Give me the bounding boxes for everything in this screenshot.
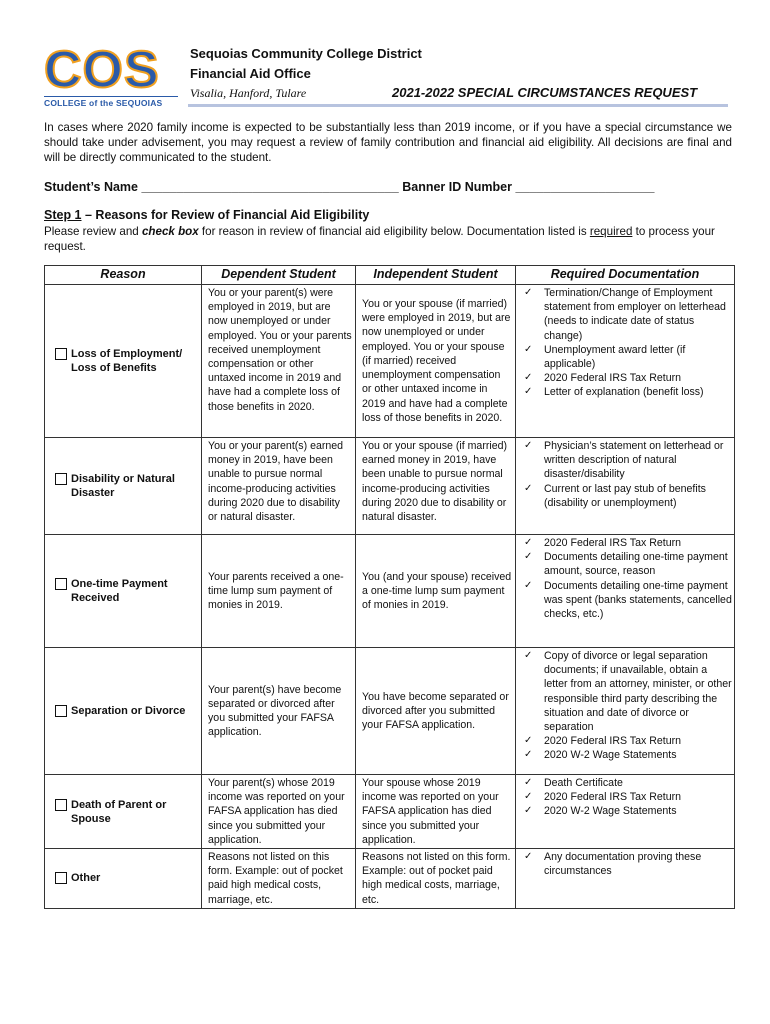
- table-row: [45, 438, 735, 535]
- dependent-cell: Your parent(s) whose 2019 income was reported on your FAFSA application has died since you submitted your application.: [202, 775, 356, 849]
- dependent-cell: You or your parent(s) earned money in 2019, have been unable to pursue normal income-producing activities during 2020 due to disability or natural disaster.: [202, 438, 356, 535]
- student-name-label: Student’s Name: [44, 180, 139, 194]
- doc-item: ✓ 2020 Federal IRS Tax Return: [520, 734, 732, 748]
- checkbox-loss-of-employment[interactable]: [55, 348, 67, 360]
- independent-cell: You or your spouse (if married) were employed in 2019, but are now unemployed or under employed. You or your spouse (if married) received unemployment compensation or other untaxed income in 2019 and have had a complete loss of those benefits in 2020.: [356, 285, 516, 438]
- header-reason: Reason: [45, 266, 202, 285]
- independent-cell: You or your spouse (if married) earned money in 2019, have been unable to pursue normal income-producing activities during 2020 due to disability or natural disaster.: [356, 438, 516, 535]
- checkbox-other[interactable]: [55, 872, 67, 884]
- reason-label: Separation or Divorce: [71, 705, 186, 717]
- table-row: [45, 535, 735, 648]
- reason-label: Other: [71, 872, 101, 885]
- header-rule: [188, 104, 728, 107]
- reason-label: Disability or Natural Disaster: [71, 473, 175, 499]
- reason-cell: [45, 535, 202, 648]
- doc-item: ✓ Unemployment award letter (if applicable): [520, 343, 732, 371]
- instruction-required: required: [589, 225, 633, 238]
- form-title: 2021-2022 SPECIAL CIRCUMSTANCES REQUEST: [392, 85, 698, 100]
- checkbox-death[interactable]: [55, 799, 67, 811]
- doc-item: ✓ Termination/Change of Employment statement from employer on letterhead (needs to indicate date of status change): [520, 286, 732, 343]
- independent-cell: You have become separated or divorced after you submitted your FAFSA application.: [356, 648, 516, 775]
- reason-cell: [45, 285, 202, 438]
- step-title-text: – Reasons for Review of Financial Aid Eligibility: [81, 208, 370, 222]
- header-documentation: Required Documentation: [516, 266, 735, 285]
- cos-logo: [44, 41, 178, 108]
- reason-cell: [45, 438, 202, 535]
- reason-label: Death of Parent or Spouse: [71, 798, 167, 825]
- reason-label: One-time Payment Received: [71, 578, 168, 604]
- header-dependent: Dependent Student: [202, 266, 356, 285]
- docs-cell: [516, 285, 735, 438]
- table-row: [45, 285, 735, 438]
- instruction-post: to process your request.: [44, 225, 715, 253]
- doc-item: ✓ 2020 W-2 Wage Statements: [520, 804, 732, 818]
- district-name: Sequoias Community College District: [190, 46, 422, 61]
- checkbox-disability[interactable]: [55, 473, 67, 485]
- doc-item: ✓ 2020 Federal IRS Tax Return: [520, 790, 732, 804]
- reason-cell: [45, 648, 202, 775]
- doc-item: ✓ Documents detailing one-time payment was spent (banks statements, cancelled checks, etc.): [520, 579, 732, 622]
- logo-letters: COS: [44, 41, 160, 99]
- campus-list: Visalia, Hanford, Tulare: [190, 86, 307, 100]
- instruction-emphasis: check box: [141, 225, 199, 238]
- doc-item: ✓ Documents detailing one-time payment amount, source, reason: [520, 550, 732, 578]
- office-name: Financial Aid Office: [190, 66, 311, 81]
- doc-item: ✓ 2020 Federal IRS Tax Return: [520, 371, 732, 385]
- instruction-pre: Please review and: [44, 225, 142, 238]
- reason-label: Loss of Employment/ Loss of Benefits: [71, 348, 183, 374]
- independent-cell: Reasons not listed on this form. Example: out of pocket paid high medical costs, marriage, etc.: [356, 849, 516, 909]
- table-row: [45, 849, 735, 909]
- instruction-mid: for reason in review of financial aid eligibility below. Documentation listed is: [198, 225, 590, 238]
- banner-id-label: Banner ID Number: [402, 180, 512, 194]
- doc-item: ✓ 2020 W-2 Wage Statements: [520, 748, 732, 762]
- doc-item: ✓ Copy of divorce or legal separation documents; if unavailable, obtain a letter from an attorney, minister, or other responsible third party describing the situation and date of divorce or separation: [520, 649, 732, 734]
- table-row: [45, 775, 735, 849]
- docs-cell: [516, 535, 735, 648]
- student-info-line: [44, 180, 734, 194]
- intro-paragraph: In cases where 2020 family income is expected to be substantially less than 2019 income, or if you have a special circumstance we should take under advisement, you may request a review of family contribution and financial aid eligibility. All decisions are final and will be directly communicated to the student.: [44, 121, 732, 164]
- doc-item: ✓ Death Certificate: [520, 776, 732, 790]
- banner-id-field[interactable]: ____________________: [515, 180, 655, 194]
- docs-cell: [516, 849, 735, 909]
- table-header-row: [45, 266, 735, 285]
- doc-item: ✓ Letter of explanation (benefit loss): [520, 385, 732, 399]
- dependent-cell: Your parents received a one-time lump sum payment of monies in 2019.: [202, 535, 356, 648]
- independent-cell: Your spouse whose 2019 income was reported on your FAFSA application has died since you submitted your application.: [356, 775, 516, 849]
- step-instructions: [44, 224, 734, 254]
- reason-cell: [45, 775, 202, 849]
- checkbox-separation[interactable]: [55, 705, 67, 717]
- step-label: Step 1: [44, 208, 82, 222]
- doc-item: ✓ 2020 Federal IRS Tax Return: [520, 536, 732, 550]
- docs-cell: [516, 438, 735, 535]
- independent-cell: You (and your spouse) received a one-time lump sum payment of monies in 2019.: [356, 535, 516, 648]
- doc-item: ✓ Physician’s statement on letterhead or written description of natural disaster/disability: [520, 439, 732, 482]
- circumstances-table: [44, 265, 735, 909]
- docs-cell: [516, 775, 735, 849]
- header-independent: Independent Student: [356, 266, 516, 285]
- reason-cell: [45, 849, 202, 909]
- dependent-cell: Your parent(s) have become separated or divorced after you submitted your FAFSA application.: [202, 648, 356, 775]
- docs-cell: [516, 648, 735, 775]
- table-row: [45, 648, 735, 775]
- document-header: [0, 0, 770, 112]
- student-name-field[interactable]: _____________________________________: [141, 180, 399, 194]
- checkbox-one-time-payment[interactable]: [55, 578, 67, 590]
- dependent-cell: Reasons not listed on this form. Example: out of pocket paid high medical costs, marriage, etc.: [202, 849, 356, 909]
- logo-subtext: COLLEGE of the SEQUOIAS: [44, 96, 178, 110]
- doc-item: ✓ Current or last pay stub of benefits (disability or unemployment): [520, 482, 732, 510]
- doc-item: ✓ Any documentation proving these circumstances: [520, 850, 732, 878]
- step-title: [44, 208, 369, 222]
- dependent-cell: You or your parent(s) were employed in 2019, but are now unemployed or under employed. You or your parents received unemployment compensation or other untaxed income in 2019 and have had a complete loss of those benefits in 2020.: [202, 285, 356, 438]
